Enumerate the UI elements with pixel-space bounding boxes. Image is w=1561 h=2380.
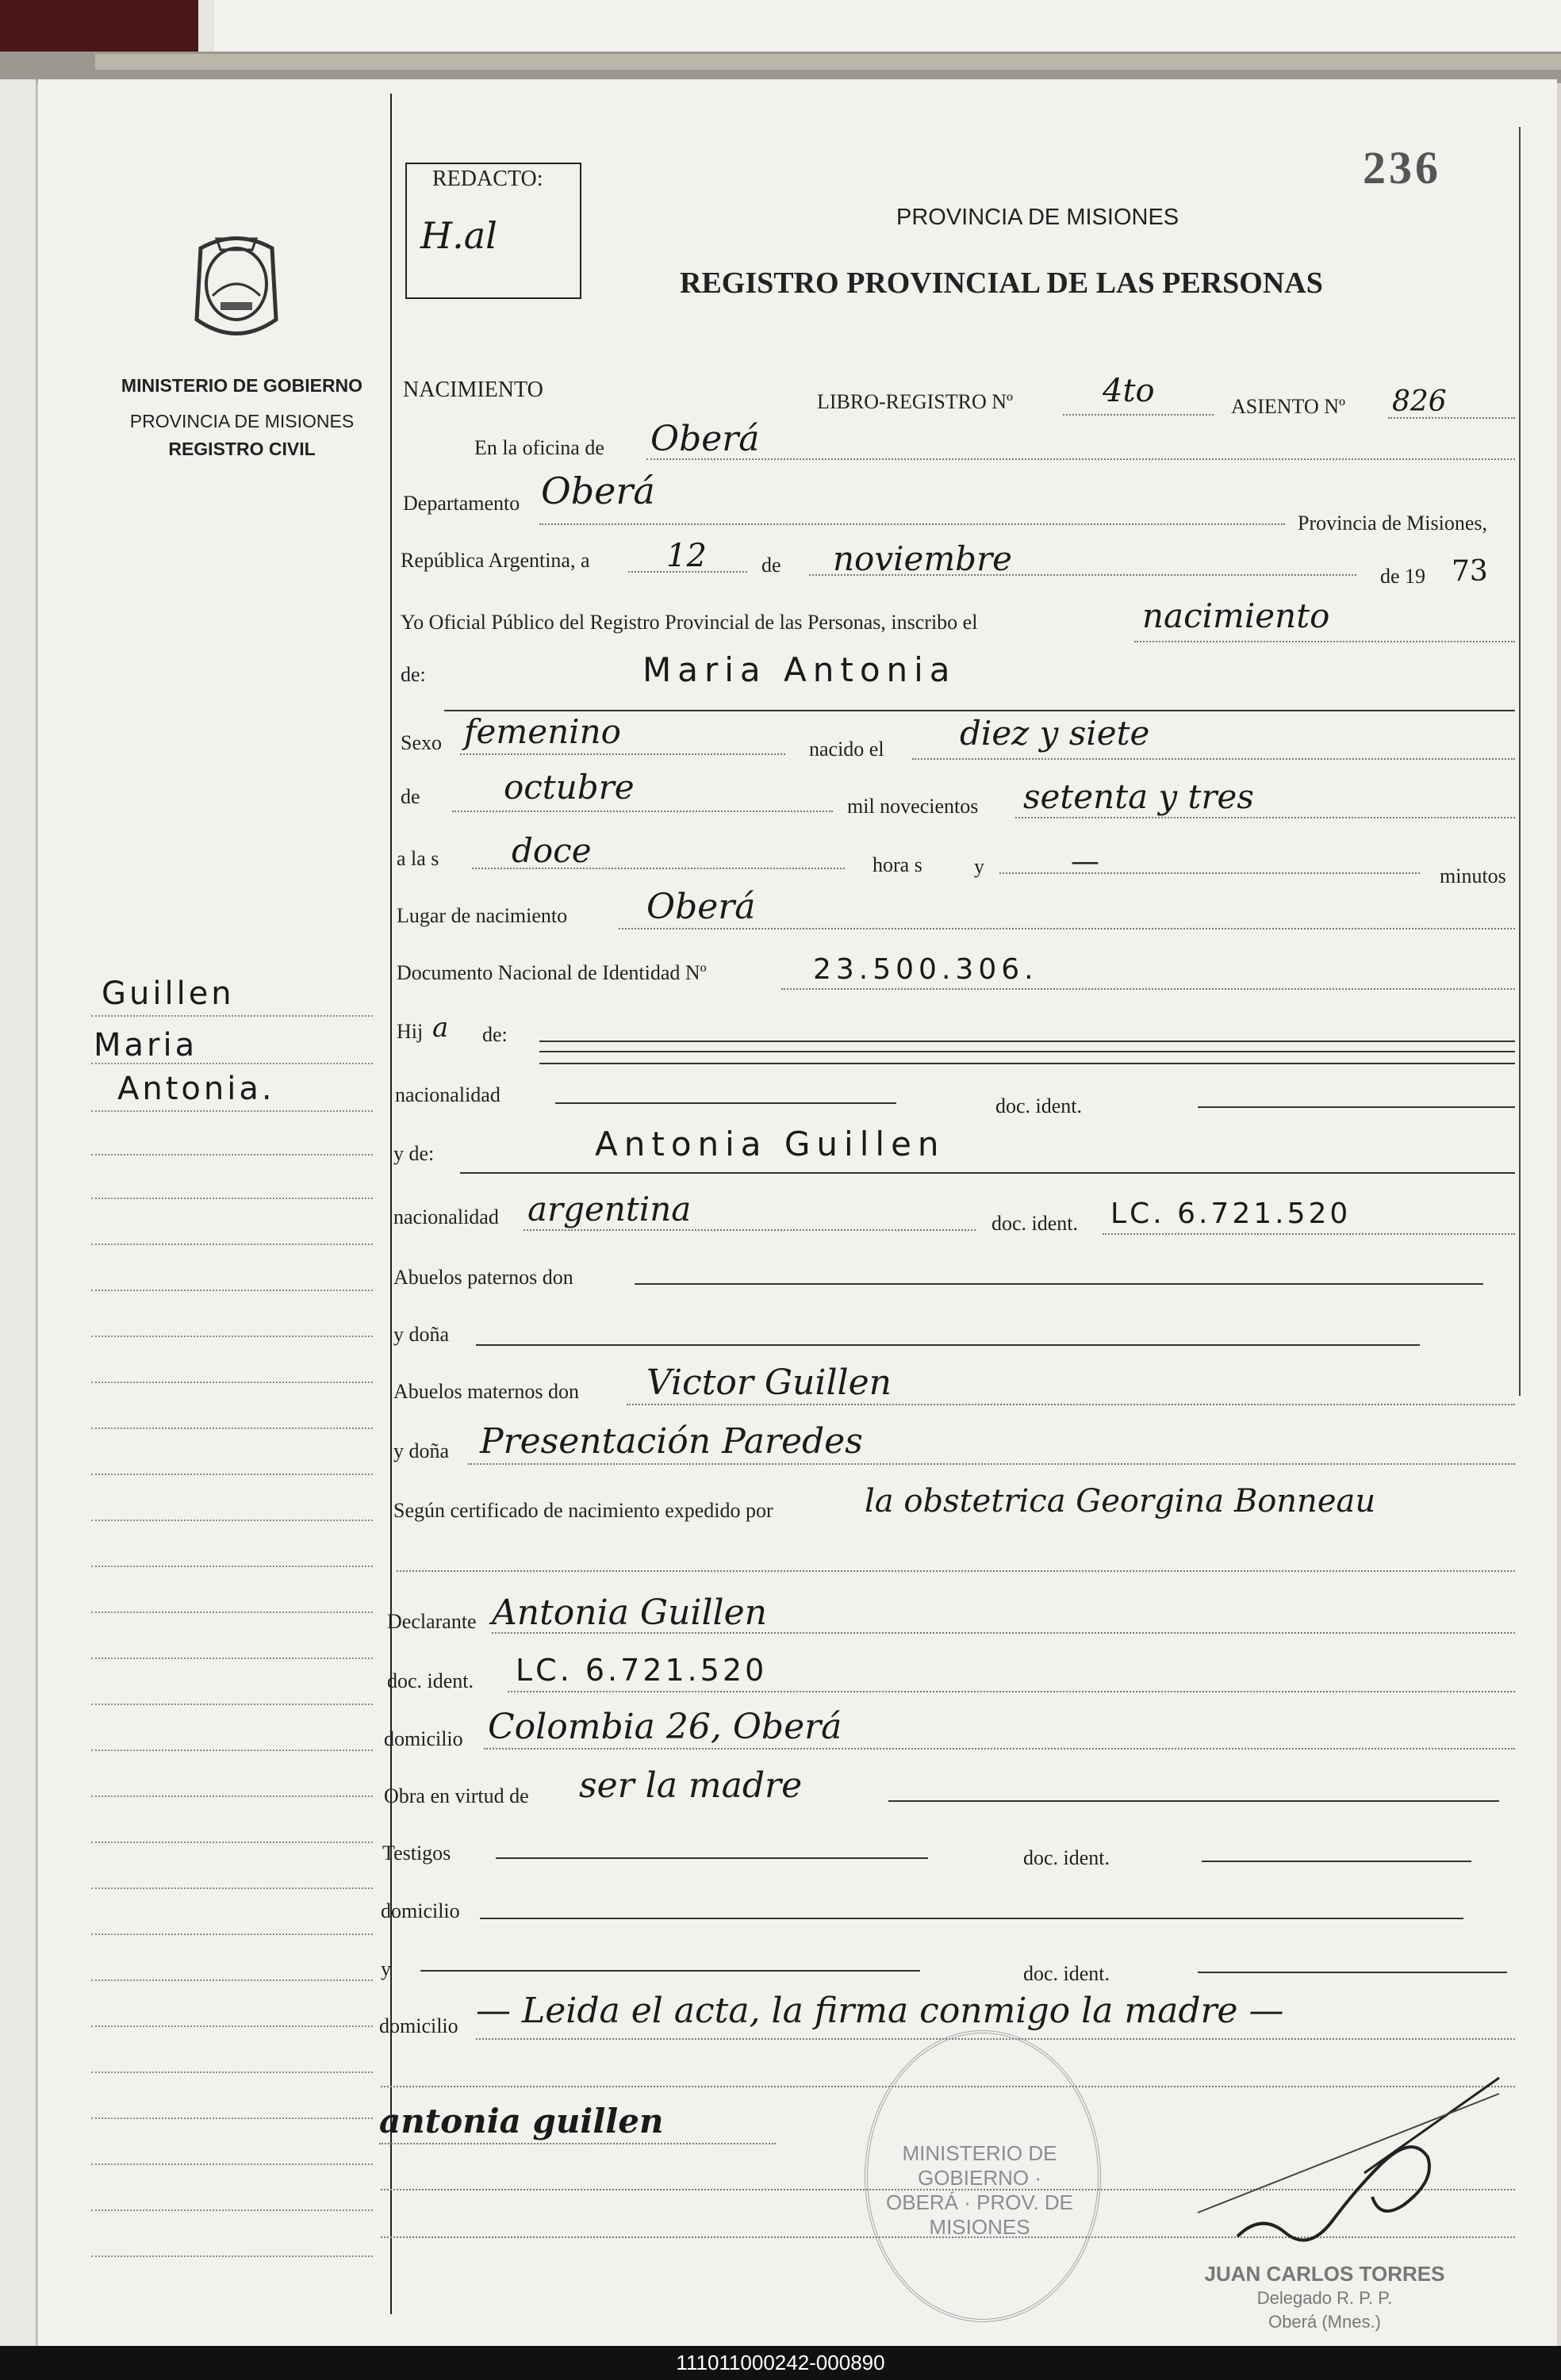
testigo-2-line	[420, 1970, 920, 1972]
hora-label: hora s	[873, 853, 922, 876]
obra-line	[888, 1800, 1499, 1802]
margin-note-line-1: Guillen	[102, 975, 235, 1012]
province-heading: PROVINCIA DE MISIONES	[896, 205, 1179, 230]
margin-rule	[91, 2163, 373, 2165]
birth-year-line	[1015, 817, 1515, 818]
book-cover-edge	[0, 0, 198, 59]
margin-rule	[91, 2209, 373, 2211]
testigo-2-doc-label: doc. ident.	[1023, 1962, 1110, 1985]
declarante-line	[492, 1632, 1515, 1634]
father-line-3	[539, 1063, 1515, 1064]
margin-rule	[91, 1154, 373, 1156]
record-type: NACIMIENTO	[403, 378, 543, 402]
closing-text: — Leida el acta, la firma conmigo la madre —	[476, 1991, 1284, 2031]
declarante-value: Antonia Guillen	[492, 1592, 767, 1633]
page-number: 236	[1363, 142, 1441, 194]
margin-rule	[91, 2025, 373, 2027]
margin-rule	[91, 2255, 373, 2257]
abuelos-maternos-label: Abuelos maternos don	[393, 1380, 579, 1403]
archive-code-footer: 111011000242-000890	[0, 2346, 1561, 2380]
y2-label: y	[381, 1957, 391, 1980]
margin-rule	[91, 1382, 373, 1383]
libro-value: 4to	[1103, 373, 1155, 409]
father-nationality-label: nacionalidad	[395, 1083, 501, 1106]
maternal-dona-label: y doña	[393, 1439, 450, 1462]
inscribo-line	[1134, 641, 1515, 642]
departamento-label: Departamento	[403, 492, 520, 515]
column-divider	[390, 94, 392, 2314]
margin-rule	[91, 1658, 373, 1659]
margin-rule	[91, 1063, 373, 1064]
declarante-doc-line	[508, 1691, 1515, 1692]
provincia-suffix: Provincia de Misiones,	[1298, 512, 1488, 535]
hijo-suffix: a	[432, 1012, 449, 1044]
margin-rule	[91, 1244, 373, 1245]
testigo-1-doc-label: doc. ident.	[1023, 1846, 1110, 1869]
margin-rule	[91, 2117, 373, 2119]
previous-page-edge	[0, 79, 37, 2347]
maternal-grandfather: Victor Guillen	[646, 1362, 892, 1403]
maternal-dona-line	[468, 1463, 1515, 1465]
lugar-value: Oberá	[646, 887, 756, 927]
de-name-label: de:	[401, 663, 426, 686]
oficina-value: Oberá	[650, 419, 760, 459]
right-margin-rule	[1519, 127, 1521, 1396]
sexo-line	[460, 753, 785, 755]
margin-note-line-2: Maria	[94, 1027, 198, 1064]
asiento-label: ASIENTO Nº	[1231, 395, 1346, 418]
margin-rule	[91, 1566, 373, 1567]
asiento-value: 826	[1392, 385, 1447, 418]
margin-rule	[91, 1980, 373, 1981]
name-line	[444, 710, 1515, 711]
mother-doc-label: doc. ident.	[991, 1212, 1079, 1235]
margin-rule	[91, 1015, 373, 1017]
father-line-2	[539, 1051, 1515, 1052]
declarante-doc-value: LC. 6.721.520	[516, 1653, 768, 1688]
testigos-label: Testigos	[382, 1842, 451, 1865]
abuelos-maternos-line	[627, 1404, 1515, 1405]
libro-label: LIBRO-REGISTRO Nº	[817, 390, 1014, 413]
official-location: Oberá (Mnes.)	[1268, 2312, 1381, 2332]
minutos-value: —	[1071, 845, 1099, 878]
margin-note-line-3: Antonia.	[117, 1071, 275, 1107]
abuelos-paternos-label: Abuelos paternos don	[393, 1266, 573, 1289]
departamento-line	[539, 523, 1285, 525]
sexo-value: femenino	[464, 712, 621, 751]
mother-nationality-label: nacionalidad	[393, 1205, 499, 1228]
hijo-label: Hij	[397, 1020, 424, 1043]
sexo-label: Sexo	[401, 731, 442, 754]
father-doc-line	[1198, 1106, 1515, 1108]
book-binding-cloth	[95, 54, 1561, 70]
margin-rule	[91, 1934, 373, 1935]
signature-line	[379, 2143, 776, 2144]
de2-label: de	[401, 785, 420, 808]
de-label: de	[761, 554, 781, 577]
official-title: Delegado R. P. P.	[1256, 2288, 1393, 2308]
paternal-dona-line	[476, 1344, 1420, 1346]
mother-nationality: argentina	[527, 1190, 692, 1228]
testigo-2-domicilio-label: domicilio	[379, 2014, 458, 2037]
departamento-value: Oberá	[541, 469, 655, 512]
father-doc-label: doc. ident.	[995, 1094, 1083, 1117]
redacto-label: REDACTO:	[432, 167, 543, 191]
margin-rule	[91, 2071, 373, 2073]
minutos-line	[999, 872, 1420, 874]
mother-name-line	[460, 1172, 1515, 1174]
margin-rule	[91, 1290, 373, 1291]
birth-month: octubre	[504, 768, 635, 807]
child-name: Maria Antonia	[642, 650, 957, 689]
oficina-label: En la oficina de	[474, 436, 604, 459]
obra-label: Obra en virtud de	[384, 1784, 529, 1807]
redacto-initials: H.al	[420, 214, 497, 257]
domicilio-label: domicilio	[384, 1727, 463, 1750]
margin-rule	[91, 1198, 373, 1199]
maternal-grandmother: Presentación Paredes	[480, 1421, 863, 1462]
registry-title: REGISTRO PROVINCIAL DE LAS PERSONAS	[680, 266, 1323, 300]
margin-rule	[91, 1612, 373, 1613]
testigo-1-domicilio-line	[480, 1918, 1463, 1919]
birth-month-line	[452, 811, 833, 812]
nacido-label: nacido el	[809, 738, 884, 761]
margin-rule	[91, 1888, 373, 1889]
father-line	[539, 1041, 1515, 1042]
month-value: noviembre	[833, 539, 1012, 578]
margin-rule	[91, 1750, 373, 1751]
minutos-label: minutos	[1440, 864, 1506, 887]
ministry-line-3: REGISTRO CIVIL	[168, 439, 316, 459]
obra-value: ser la madre	[579, 1765, 803, 1806]
lugar-line	[619, 928, 1515, 929]
official-name: JUAN CARLOS TORRES	[1204, 2262, 1445, 2286]
testigo-1-doc-line	[1202, 1861, 1471, 1862]
father-nationality-line	[555, 1102, 896, 1104]
province-seal-icon	[185, 224, 288, 351]
ministry-line-2: PROVINCIA DE MISIONES	[129, 411, 355, 431]
mother-name: Antonia Guillen	[595, 1125, 945, 1163]
declarant-signature: antonia guillen	[379, 2102, 664, 2140]
segun-label: Según certificado de nacimiento expedido por	[393, 1499, 773, 1522]
nacido-line	[912, 758, 1515, 760]
mil-label: mil novecientos	[847, 795, 979, 818]
margin-rule	[91, 1520, 373, 1521]
y-label: y	[974, 855, 984, 878]
year-prefix: de 19	[1380, 565, 1426, 588]
mother-doc-line	[1103, 1233, 1515, 1235]
dni-line	[781, 988, 1515, 990]
dni-value: 23.500.306.	[813, 953, 1038, 986]
hora-line	[472, 868, 845, 869]
inscribo-value: nacimiento	[1142, 596, 1330, 635]
testigo-1-line	[496, 1857, 928, 1859]
nacido-value: diez y siete	[960, 714, 1150, 753]
republica-label: República Argentina, a	[401, 549, 590, 572]
margin-rule	[91, 1428, 373, 1429]
y-de-label: y de:	[393, 1142, 435, 1165]
mother-nationality-line	[524, 1229, 976, 1231]
segun-line-2	[397, 1570, 1515, 1572]
paternal-dona-label: y doña	[393, 1323, 450, 1346]
hijo-de-label: de:	[482, 1023, 508, 1046]
testigo-2-doc-line	[1198, 1972, 1507, 1973]
domicilio-line	[484, 1748, 1515, 1750]
declarante-doc-label: doc. ident.	[387, 1669, 474, 1692]
oficina-line	[646, 458, 1515, 460]
ministry-line-1: MINISTERIO DE GOBIERNO	[121, 375, 363, 396]
libro-line	[1063, 414, 1214, 416]
testigo-1-domicilio-label: domicilio	[381, 1899, 460, 1922]
ala-label: a la s	[397, 847, 439, 870]
hora-value: doce	[512, 831, 592, 870]
segun-value: la obstetrica Georgina Bonneau	[865, 1483, 1376, 1520]
abuelos-paternos-line	[635, 1283, 1483, 1285]
oficial-statement: Yo Oficial Público del Registro Provincial de las Personas, inscribo el	[401, 611, 978, 634]
domicilio-value: Colombia 26, Oberá	[488, 1707, 842, 1747]
declarante-label: Declarante	[387, 1610, 477, 1633]
birth-year: setenta y tres	[1023, 777, 1254, 816]
margin-rule	[91, 1704, 373, 1705]
ministry-stamp-text: MINISTERIO DE GOBIERNO · OBERÁ · PROV. DE MISIONES	[886, 2141, 1073, 2239]
margin-rule	[91, 1336, 373, 1337]
mother-doc: LC. 6.721.520	[1110, 1198, 1352, 1230]
top-sheet	[214, 0, 1561, 57]
year-value: 73	[1452, 555, 1488, 588]
lugar-label: Lugar de nacimiento	[397, 904, 568, 927]
dni-label: Documento Nacional de Identidad Nº	[397, 961, 707, 984]
margin-rule	[91, 1796, 373, 1797]
day-value: 12	[666, 538, 707, 574]
margin-rule	[91, 1842, 373, 1843]
official-signature-icon	[1174, 2062, 1523, 2268]
margin-rule	[91, 1110, 373, 1112]
margin-rule	[91, 1474, 373, 1475]
